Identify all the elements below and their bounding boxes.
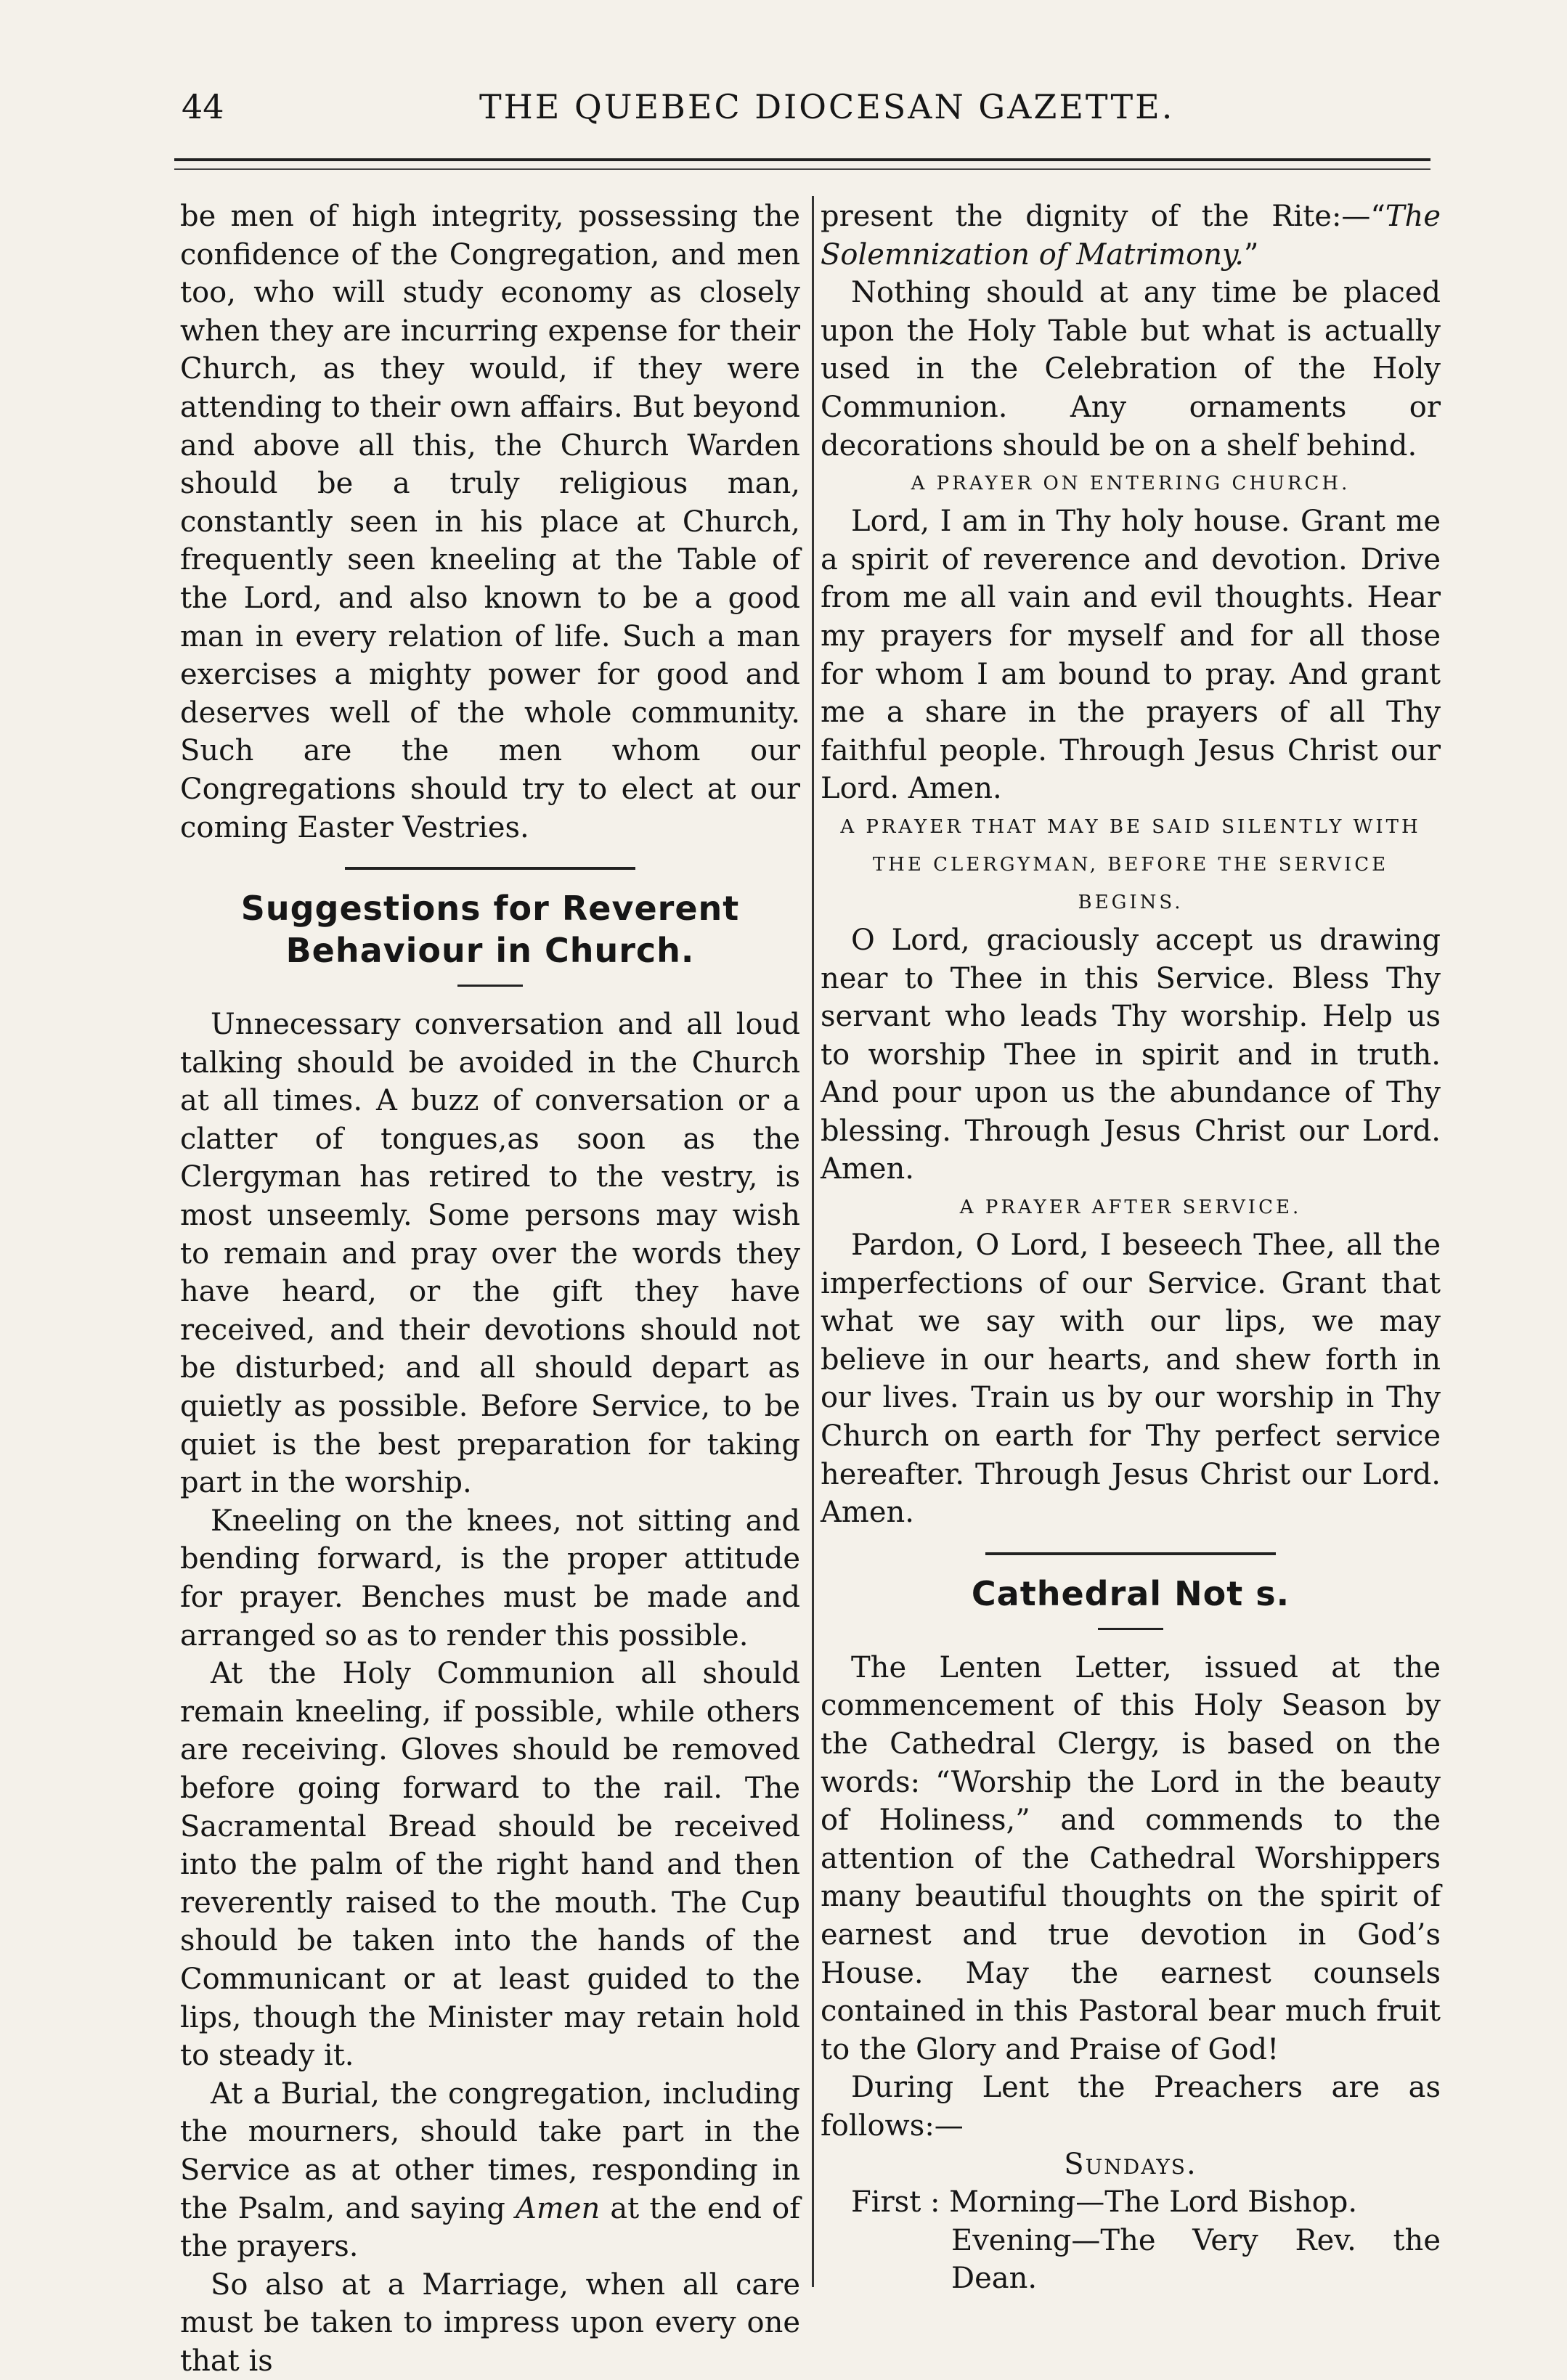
matrimony-italic: The Solemnization of Matrimony.: [821, 200, 1441, 272]
page-number: 44: [182, 87, 224, 126]
title-rule: [1098, 1628, 1163, 1630]
prayer-heading-after: A PRAYER AFTER SERVICE.: [959, 1197, 1302, 1219]
prayer-heading-entering: A PRAYER ON ENTERING CHURCH.: [911, 473, 1351, 495]
church-warden-paragraph: be men of high integrity, possessing the confidence of the Congregation, and men too, who will study economy as closely when they are incurring expense for their Church, as they would, if they were attending to their own affairs. But beyond and above all this, the Church Warden should be a truly religious man, constantly seen in his place at Church, frequently seen kneeling at the Table of the Lord, and also known to be a good man in every relation of life. Such a man exercises a mighty power for good and deserves well of the whole community. Such are the men whom our Congregations should try to elect at our coming Easter Vestries.: [180, 200, 800, 844]
paragraph-holy-communion: At the Holy Communion all should remain kneeling, if possible, while others are receiving. Gloves should be removed before going forward to the rail. The Sacramental Bread should be received into the palm of the right hand and then reverently raised to the mouth. The Cup should be taken into the hands of the Communicant or at least guided to the lips, though the Minister may retain hold to steady it.: [180, 1657, 800, 2073]
burial-text-end: at the end of the prayers.: [180, 2191, 800, 2264]
right-column: [821, 197, 1441, 2298]
burial-text-start: At a Burial, the congregation, including the mourners, should take part in the Service as at other times, responding in the Psalm, and saying: [180, 2077, 800, 2225]
burial-amen: Amen: [515, 2191, 601, 2225]
paragraph-burial: [180, 2075, 800, 2266]
prayer-heading-silent: A PRAYER THAT MAY BE SAID SILENTLY WITH THE CLERGYMAN, BEFORE THE SERVICE BEGINS.: [840, 815, 1421, 913]
matrimony-text-start: present the dignity of the Rite:—“: [821, 200, 1385, 233]
prayer-silent: O Lord, graciously accept us drawing near to Thee in this Service. Bless Thy servant who leads Thy worship. Help us to worship Thee in spirit and in truth. And pour upon us the abundance of Thy blessing. Through Jesus Christ our Lord. Amen.: [821, 923, 1441, 1186]
paragraph-holy-table: Nothing should at any time be placed upon the Holy Table but what is actually used in the Celebration of the Holy Communion. Any ornaments or decorations should be on a shelf behind.: [821, 276, 1441, 462]
matrimony-text-end: ”: [1243, 237, 1259, 272]
section-title-cathedral-notes: Cathedral Not s.: [971, 1573, 1290, 1613]
title-rule: [457, 985, 523, 987]
header-rule-thin: [174, 168, 1430, 170]
paragraph-marriage: So also at a Marriage, when all care must be taken to impress upon every one that is: [180, 2267, 800, 2378]
section-separator: [345, 867, 635, 870]
paragraph-conversation: Unnecessary conversation and all loud talking should be avoided in the Church at all times. A buzz of conversation or a clatter of tongues,as soon as the Clergyman has retired to the vestry, is most unseemly. Some persons may wish to remain and pray over the words they have heard, or the gift they have received, and their devotions should not be disturbed; and all should depart as quietly as possible. Before Service, to be quiet is the best preparation for taking part in the worship.: [180, 1008, 800, 1500]
prayer-entering: Lord, I am in Thy holy house. Grant me a spirit of reverence and devotion. Drive from me all vain and evil thoughts. Hear my prayers for myself and for all those for whom I am bound to pray. And grant me a share in the prayers of all Thy faithful people. Through Jesus Christ our Lord. Amen.: [821, 505, 1441, 806]
sundays-heading: Sundays.: [1064, 2147, 1197, 2181]
page-header: [0, 87, 1567, 145]
preacher-first-morning: First : Morning—The Lord Bishop.: [851, 2185, 1358, 2220]
section-title-reverent-behaviour: Suggestions for Reverent Behaviour in Church.: [240, 889, 740, 971]
left-column: [180, 197, 800, 2380]
paragraph-lenten-letter: The Lenten Letter, issued at the commencement of this Holy Season by the Cathedral Clergy, is based on the words: “Worship the Lord in the beauty of Holiness,” and commends to the attention of the Cathedral Worshippers many beautiful thoughts on the spirit of earnest and true devotion in God’s House. May the earnest counsels contained in this Pastoral bear much fruit to the Glory and Praise of God!: [821, 1650, 1441, 2066]
column-divider: [812, 196, 814, 2287]
paragraph-matrimony: [821, 197, 1441, 274]
prayer-after: Pardon, O Lord, I beseech Thee, all the imperfections of our Service. Grant that what we say with our lips, we may believe in our hearts, and shew forth in our lives. Train us by our worship in Thy Church on earth for Thy perfect service hereafter. Through Jesus Christ our Lord. Amen.: [821, 1228, 1441, 1530]
paragraph-kneeling: Kneeling on the knees, not sitting and bending forward, is the proper attitude for prayer. Benches must be made and arranged so as to render this possible.: [180, 1504, 800, 1652]
preacher-first-evening: Evening—The Very Rev. the Dean.: [951, 2223, 1441, 2296]
running-title: THE QUEBEC DIOCESAN GAZETTE.: [479, 87, 1175, 126]
section-separator: [985, 1552, 1276, 1555]
header-rule: [174, 158, 1430, 161]
paragraph-preachers: During Lent the Preachers are as follows:—: [821, 2071, 1441, 2143]
